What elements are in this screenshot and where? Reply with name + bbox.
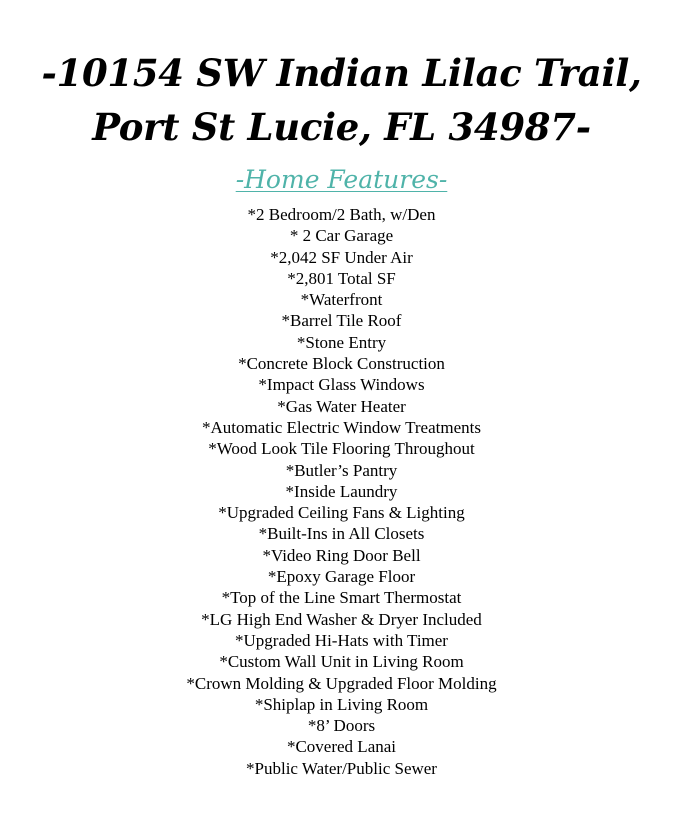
feature-item: *Stone Entry [296,332,387,352]
feature-item: *Built-Ins in All Closets [258,524,425,544]
feature-item: *Shiplap in Living Room [254,694,429,714]
address-line-1: -10154 SW Indian Lilac Trail, [41,51,642,95]
feature-item: *2,801 Total SF [287,268,396,288]
home-features-heading: -Home Features- [235,165,448,194]
feature-item: *Crown Molding & Upgraded Floor Molding [186,673,497,693]
feature-item: *LG High End Washer & Dryer Included [201,609,482,629]
features-list [0,204,683,779]
feature-item: *2,042 SF Under Air [270,247,413,267]
feature-item: *Top of the Line Smart Thermostat [221,588,462,608]
feature-item: *Upgraded Hi-Hats with Timer [235,630,448,650]
feature-item: *Wood Look Tile Flooring Throughout [208,439,475,459]
feature-item: *Upgraded Ceiling Fans & Lighting [218,503,465,523]
feature-item: *Gas Water Heater [277,396,406,416]
feature-item: *Barrel Tile Roof [281,311,402,331]
address-line-2: Port St Lucie, FL 34987- [92,105,591,149]
feature-item: *Waterfront [300,290,383,310]
feature-item: *8’ Doors [307,716,376,736]
feature-item: *Custom Wall Unit in Living Room [219,652,464,672]
feature-item: *Impact Glass Windows [258,375,425,395]
feature-item: *Covered Lanai [286,737,397,757]
feature-item: *Public Water/Public Sewer [246,758,437,778]
feature-item: *Epoxy Garage Floor [267,567,416,587]
feature-item: * 2 Car Garage [289,226,394,246]
feature-item: *2 Bedroom/2 Bath, w/Den [247,205,436,224]
feature-item: *Video Ring Door Bell [262,545,421,565]
feature-item: *Automatic Electric Window Treatments [202,417,481,437]
feature-item: *Concrete Block Construction [238,354,445,374]
feature-item: *Butler’s Pantry [285,460,398,480]
feature-item: *Inside Laundry [285,481,398,501]
